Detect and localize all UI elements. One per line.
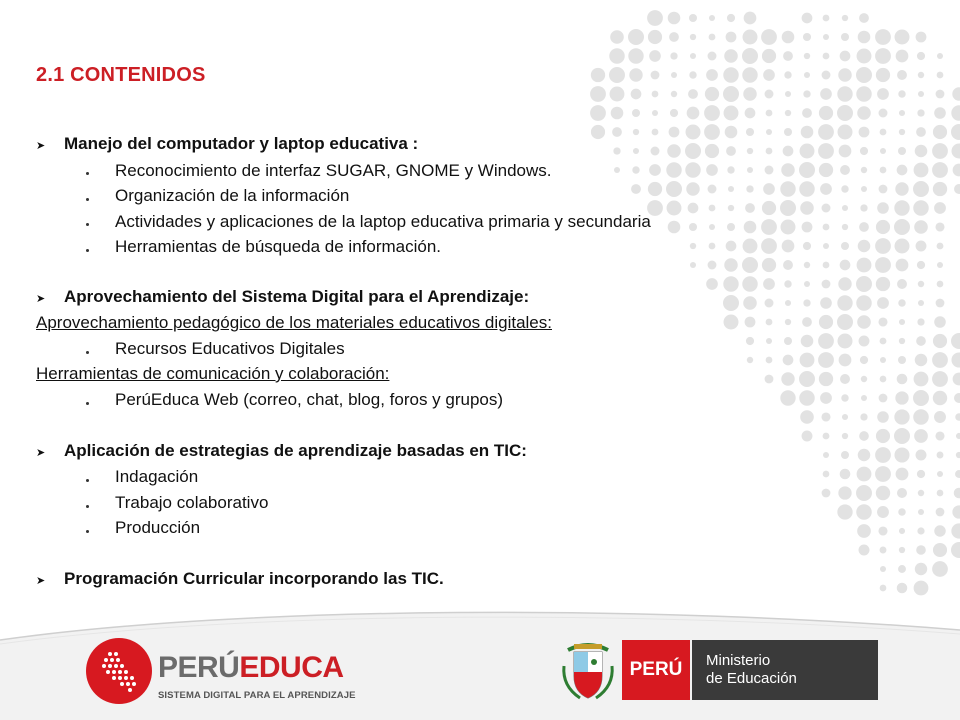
arrow-bullet-icon: ➤ bbox=[36, 140, 46, 152]
list-item: Recursos Educativos Digitales bbox=[115, 339, 345, 358]
bullet-dot-icon bbox=[86, 223, 89, 226]
perueduca-tagline: SISTEMA DIGITAL PARA EL APRENDIZAJE bbox=[158, 690, 356, 701]
bullet-dot-icon bbox=[86, 249, 89, 252]
section-heading: Aplicación de estrategias de aprendizaje basadas en TIC: bbox=[64, 441, 527, 460]
section-heading: Manejo del computador y laptop educativa : bbox=[64, 134, 419, 153]
perueduca-wordmark bbox=[158, 652, 344, 684]
ministry-label bbox=[692, 640, 878, 700]
perueduca-logo-icon bbox=[84, 636, 154, 706]
wordmark-part-peru: PERÚ bbox=[158, 651, 240, 684]
coat-of-arms-icon bbox=[560, 636, 616, 704]
bullet-dot-icon bbox=[86, 505, 89, 508]
wordmark-part-educa: EDUCA bbox=[239, 651, 344, 684]
list-item: PerúEduca Web (correo, chat, blog, foros y grupos) bbox=[115, 390, 504, 409]
section-heading: Programación Curricular incorporando las TIC. bbox=[64, 569, 444, 588]
list-item: Trabajo colaborativo bbox=[115, 493, 269, 512]
page-title: 2.1 CONTENIDOS bbox=[36, 64, 206, 86]
peru-badge: PERÚ bbox=[622, 640, 690, 700]
bullet-dot-icon bbox=[86, 198, 89, 201]
arrow-bullet-icon: ➤ bbox=[36, 447, 46, 459]
list-item: Actividades y aplicaciones de la laptop educativa primaria y secundaria bbox=[115, 212, 651, 231]
bullet-dot-icon bbox=[86, 402, 89, 405]
list-item: Organización de la información bbox=[115, 186, 350, 205]
arrow-bullet-icon: ➤ bbox=[36, 293, 46, 305]
section-heading: Aprovechamiento del Sistema Digital para el Aprendizaje: bbox=[64, 287, 530, 306]
subsection-label: Aprovechamiento pedagógico de los materiales educativos digitales: bbox=[36, 313, 552, 332]
list-item: Reconocimiento de interfaz SUGAR, GNOME y Windows. bbox=[115, 161, 552, 180]
bullet-dot-icon bbox=[86, 351, 89, 354]
bullet-dot-icon bbox=[86, 172, 89, 175]
bullet-dot-icon bbox=[86, 530, 89, 533]
ministry-line-1: Ministerio bbox=[706, 652, 771, 669]
bullet-dot-icon bbox=[86, 479, 89, 482]
subsection-label: Herramientas de comunicación y colaboración: bbox=[36, 364, 390, 383]
list-item: Producción bbox=[115, 518, 201, 537]
ministry-line-2: de Educación bbox=[706, 670, 797, 687]
list-item: Herramientas de búsqueda de información. bbox=[115, 237, 442, 256]
list-item: Indagación bbox=[115, 467, 199, 486]
arrow-bullet-icon: ➤ bbox=[36, 575, 46, 587]
